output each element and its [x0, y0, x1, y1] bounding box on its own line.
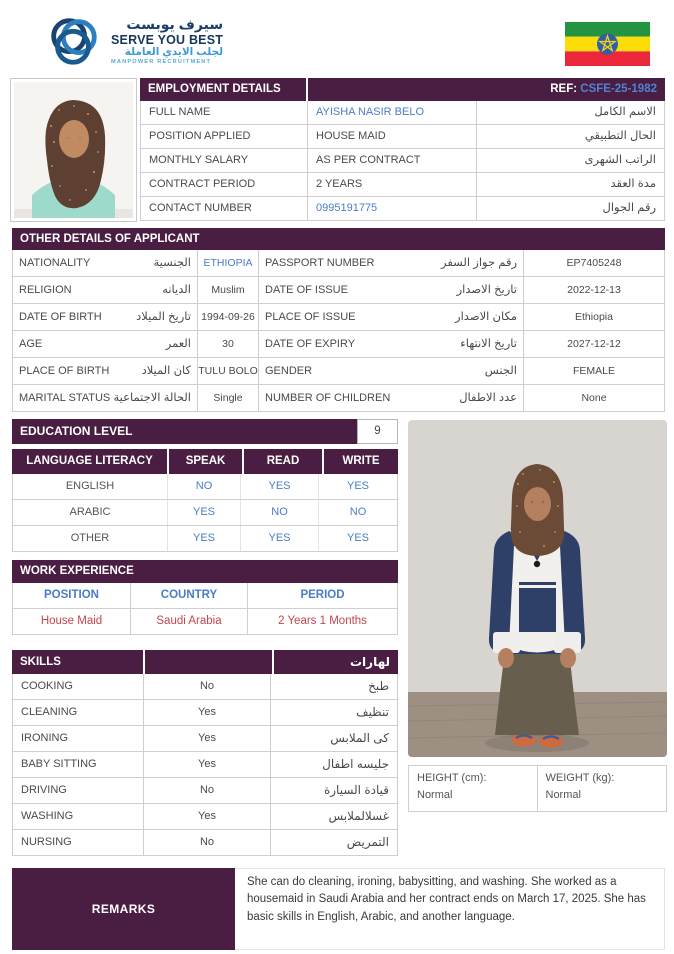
- field-label: POSITION APPLIED: [149, 130, 251, 142]
- skills-table: [12, 650, 398, 856]
- education-level-value: 9: [357, 419, 398, 444]
- other-details-row: [13, 250, 664, 277]
- language-row-english: [12, 474, 398, 500]
- field-label-arabic: مكان الاصدار: [455, 311, 517, 323]
- skill-value: Yes: [144, 726, 271, 751]
- field-label-arabic: تاريخ الانتهاء: [460, 338, 517, 350]
- field-label: GENDER: [265, 365, 313, 377]
- field-label-arabic: الحالة الاجتماعية: [113, 392, 191, 404]
- language-row-other: [12, 526, 398, 552]
- skill-row-cooking: [12, 674, 398, 700]
- language-name: ARABIC: [13, 500, 168, 525]
- skill-name: DRIVING: [13, 778, 144, 803]
- physical-details: [408, 765, 667, 812]
- employment-row-full-name: [140, 101, 665, 125]
- skill-value: No: [144, 674, 271, 699]
- other-details-table: [12, 250, 665, 412]
- field-value: HOUSE MAID: [307, 125, 476, 148]
- height-value: Normal: [417, 789, 453, 802]
- skill-value: No: [144, 778, 271, 803]
- field-label-arabic: الراتب الشهرى: [476, 149, 664, 172]
- ref-label: REF:: [550, 83, 578, 95]
- speak-value: NO: [168, 474, 241, 499]
- field-label: FULL NAME: [149, 106, 211, 118]
- field-label-arabic: تاريخ الميلاد: [136, 311, 191, 323]
- field-label: CONTACT NUMBER: [149, 202, 252, 214]
- field-value: Muslim: [198, 277, 259, 303]
- skill-name: NURSING: [13, 830, 144, 855]
- field-label: MARITAL STATUS: [19, 392, 111, 404]
- language-name: ENGLISH: [13, 474, 168, 499]
- field-value: EP7405248: [566, 257, 622, 269]
- employment-row-monthly-salary: [140, 149, 665, 173]
- ethiopia-flag-icon: [565, 22, 650, 66]
- skill-name: WASHING: [13, 804, 144, 829]
- remarks-title: REMARKS: [12, 868, 235, 950]
- weight-label: WEIGHT (kg):: [545, 772, 615, 784]
- field-label: RELIGION: [19, 284, 72, 296]
- work-experience-title: WORK EXPERIENCE: [12, 560, 398, 583]
- work-experience-header-row: [13, 583, 397, 609]
- field-value: 30: [198, 331, 259, 357]
- field-label-arabic: رقم الجوال: [476, 197, 664, 220]
- field-label-arabic: الجنسية: [153, 257, 191, 269]
- column-header: WRITE: [324, 449, 398, 474]
- skill-row-nursing: [12, 830, 398, 856]
- field-value: 1994-09-26: [198, 304, 259, 330]
- column-header: POSITION: [13, 583, 131, 608]
- employment-details-title: EMPLOYMENT DETAILS: [140, 78, 306, 101]
- field-label-arabic: كان الميلاد: [141, 365, 191, 377]
- agency-logo: [44, 12, 223, 70]
- agency-subtitle-english: MANPOWER RECRUITMENT: [111, 58, 212, 65]
- field-value: AYISHA NASIR BELO: [307, 101, 476, 124]
- height-label: HEIGHT (cm):: [417, 772, 487, 784]
- height-cell: [408, 765, 538, 812]
- field-label-arabic: تاريخ الاصدار: [456, 284, 517, 296]
- remarks-text: She can do cleaning, ironing, babysitting, and washing. She worked as a housemaid in Saudi Arabia and her contract ends on March 17, 2025. She has basic skills in English, Arabic, and another language.: [235, 868, 665, 950]
- agency-name-english: SERVE YOU BEST: [111, 32, 224, 47]
- column-header: LANGUAGE LITERACY: [12, 449, 167, 474]
- skill-row-cleaning: [12, 700, 398, 726]
- field-label: NUMBER OF CHILDREN: [265, 392, 391, 404]
- field-label-arabic: عدد الاطفال: [459, 392, 517, 404]
- language-row-arabic: [12, 500, 398, 526]
- field-value: 2 YEARS: [307, 173, 476, 196]
- field-label-arabic: مدة العقد: [476, 173, 664, 196]
- employment-row-position-applied: [140, 125, 665, 149]
- speak-value: YES: [168, 526, 241, 551]
- field-value: FEMALE: [572, 365, 615, 377]
- other-details-row: [13, 331, 664, 358]
- weight-value: Normal: [545, 789, 581, 802]
- weight-cell: [538, 765, 668, 812]
- field-label: DATE OF EXPIRY: [265, 338, 356, 350]
- column-header: COUNTRY: [131, 583, 248, 608]
- write-value: YES: [346, 532, 369, 544]
- skill-row-driving: [12, 778, 398, 804]
- skill-name: IRONING: [13, 726, 144, 751]
- field-value: TULU BOLO: [198, 358, 259, 384]
- skill-row-ironing: [12, 726, 398, 752]
- employment-details-table: [140, 78, 665, 221]
- field-label: AGE: [19, 338, 43, 350]
- field-label-arabic: الجنس: [484, 365, 517, 377]
- work-experience-table: [12, 583, 398, 635]
- field-label-arabic: الاسم الكامل: [476, 101, 664, 124]
- field-value: Ethiopia: [575, 311, 613, 323]
- field-value: AS PER CONTRACT: [307, 149, 476, 172]
- field-label: PLACE OF ISSUE: [265, 311, 356, 323]
- field-value: 2022-12-13: [567, 284, 621, 296]
- other-details-title: OTHER DETAILS OF APPLICANT: [12, 228, 665, 250]
- period-value: 2 Years 1 Months: [278, 615, 367, 627]
- field-label: DATE OF BIRTH: [19, 311, 102, 323]
- other-details-row: [13, 277, 664, 304]
- column-header: PERIOD: [300, 589, 345, 601]
- field-label: MONTHLY SALARY: [149, 154, 249, 166]
- field-label-arabic: العمر: [165, 338, 191, 350]
- column-header: READ: [244, 449, 322, 474]
- field-value: Single: [198, 385, 259, 411]
- skills-title-arabic: لهارات: [274, 650, 398, 674]
- skill-name-arabic: طبخ: [368, 679, 389, 693]
- reference-number: [308, 78, 665, 101]
- language-literacy-table: [12, 449, 398, 552]
- field-label: NATIONALITY: [19, 257, 91, 269]
- globe-logo-icon: [44, 12, 102, 70]
- skills-title: SKILLS: [12, 650, 143, 674]
- field-label: CONTRACT PERIOD: [149, 178, 256, 190]
- skill-name: BABY SITTING: [13, 752, 144, 777]
- country-value: Saudi Arabia: [131, 609, 248, 634]
- skill-name-arabic: قيادة السيارة: [323, 783, 389, 797]
- field-label-arabic: رقم جواز السفر: [440, 257, 517, 269]
- applicant-portrait-photo: [10, 78, 137, 222]
- skill-row-washing: [12, 804, 398, 830]
- skill-name: COOKING: [13, 674, 144, 699]
- field-label: DATE OF ISSUE: [265, 284, 348, 296]
- education-level-title: EDUCATION LEVEL: [12, 419, 357, 444]
- speak-value: YES: [168, 500, 241, 525]
- skill-value: Yes: [144, 752, 271, 777]
- skill-name-arabic: تنظيف: [356, 705, 389, 719]
- write-value: YES: [346, 480, 369, 492]
- field-label: PASSPORT NUMBER: [265, 257, 375, 269]
- language-name: OTHER: [13, 526, 168, 551]
- field-value: 0995191775: [307, 197, 476, 220]
- skill-name-arabic: كى الملابس: [330, 731, 389, 745]
- agency-name-arabic: سيرف يوبست: [126, 16, 224, 33]
- skill-value: No: [144, 830, 271, 855]
- skill-value: Yes: [144, 700, 271, 725]
- agency-subtitle-arabic: لجلب الايدي العاملة: [124, 45, 224, 58]
- ref-value: CSFE-25-1982: [580, 83, 657, 95]
- other-details-row: [13, 358, 664, 385]
- position-value: House Maid: [13, 609, 131, 634]
- field-label: PLACE OF BIRTH: [19, 365, 110, 377]
- write-value: NO: [349, 506, 367, 518]
- skills-header-spacer: [145, 650, 272, 674]
- field-label-arabic: الديانه: [162, 284, 191, 296]
- skill-name-arabic: التمريض: [346, 835, 389, 849]
- other-details-row: [13, 385, 664, 412]
- column-header: SPEAK: [169, 449, 242, 474]
- skill-value: Yes: [144, 804, 271, 829]
- skill-name: CLEANING: [13, 700, 144, 725]
- work-experience-row: [13, 609, 397, 635]
- read-value: YES: [241, 474, 319, 499]
- skill-name-arabic: غسلالملابس: [328, 809, 389, 823]
- field-value: None: [581, 392, 607, 404]
- skill-name-arabic: جليسه اطفال: [322, 757, 389, 771]
- full-body-illustration: [408, 420, 667, 757]
- employment-row-contract-period: [140, 173, 665, 197]
- portrait-illustration: [14, 82, 133, 218]
- field-value: ETHIOPIA: [198, 250, 259, 276]
- field-value: 2027-12-12: [567, 338, 621, 350]
- applicant-full-body-photo: [408, 420, 667, 757]
- read-value: YES: [241, 526, 319, 551]
- read-value: NO: [241, 500, 319, 525]
- employment-row-contact-number: [140, 197, 665, 221]
- field-label-arabic: الحال التطبيقي: [476, 125, 664, 148]
- other-details-row: [13, 304, 664, 331]
- skill-row-baby-sitting: [12, 752, 398, 778]
- agency-logo-text: [111, 17, 223, 65]
